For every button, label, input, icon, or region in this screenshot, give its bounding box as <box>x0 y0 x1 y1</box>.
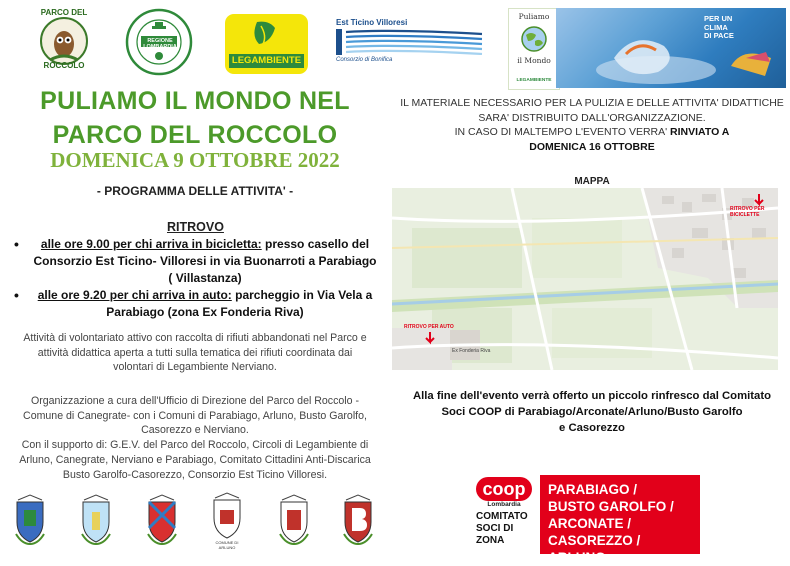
puliamo-line1: Puliamo <box>518 12 550 21</box>
info-text <box>393 96 790 154</box>
info-line4: DOMENICA 16 OTTOBRE <box>529 140 655 153</box>
banner-line1: PER UN <box>704 14 733 23</box>
crest-arluno <box>207 492 247 548</box>
coop-town-3: ARCONATE / <box>548 516 631 531</box>
bullet1-rest: presso casello del <box>261 237 370 251</box>
bullet2-rest: parcheggio in Via Vela a <box>231 288 373 302</box>
text-line: Casorezzo e Nerviano. <box>141 424 249 437</box>
map[interactable] <box>392 188 778 370</box>
villoresi-logo <box>336 18 484 66</box>
bullet2-line2: Parabiago (zona Ex Fonderia Riva) <box>106 305 304 319</box>
text-line: Con il supporto di: G.E.V. del Parco del Roccolo, Circoli di Legambiente di <box>21 439 369 452</box>
legambiente-text: LEGAMBIENTE <box>231 55 302 66</box>
text-line: Busto Garolfo-Casorezzo, Consorzio Est Ticino Villoresi. <box>62 468 328 481</box>
puliamo-line2: il Mondo <box>517 56 551 65</box>
crest-nerviano-icon <box>342 494 374 546</box>
crest-arluno-label: COMUNE DI ARLUNO <box>215 540 239 550</box>
ritrovo-list <box>14 236 386 321</box>
parco-bottom-text: ROCCOLO <box>43 61 85 70</box>
crest-busto-garolfo-icon <box>146 494 178 546</box>
text-line: Arluno, Canegrate, Nerviano e Parabiago, Comitato Cittadini Anti-Discarica <box>19 453 371 466</box>
banner-line3: DI PACE <box>704 31 734 40</box>
event-date: DOMENICA 9 OTTOBRE 2022 <box>50 148 340 172</box>
info-line3: IN CASO DI MALTEMPO L'EVENTO VERRA' <box>454 126 668 139</box>
clima-di-pace-banner <box>556 8 786 88</box>
puliamo-footer: LEGAMBIENTE <box>516 78 552 83</box>
parco-top-text: PARCO DEL <box>40 8 88 17</box>
coop-line1: COMITATO <box>476 511 528 522</box>
bullet1-line2: Consorzio Est Ticino- Villoresi in via Buonarroti a Parabiago <box>33 254 377 268</box>
activity-description <box>0 331 390 375</box>
bullet1-time: alle ore 9.00 per chi arriva in bicicletta: <box>40 237 262 251</box>
crest-canegrate-icon <box>14 494 46 546</box>
villoresi-title: Est Ticino Villoresi <box>336 18 408 27</box>
text-line: Alla fine dell'evento verrà offerto un piccolo rinfresco dal Comitato <box>413 390 771 402</box>
map-bike-marker[interactable]: RITROVO PER BICICLETTE <box>730 206 765 218</box>
info-line1: IL MATERIALE NECESSARIO PER LA PULIZIA E DELLE ATTIVITA' DIDATTICHE <box>400 97 784 109</box>
event-title-line2: PARCO DEL ROCCOLO <box>52 121 338 149</box>
coop-brand: coop <box>482 479 526 499</box>
ritrovo-heading: RITROVO <box>167 220 224 234</box>
bullet-icon: • <box>14 236 19 252</box>
coop-town-1: PARABIAGO / <box>548 482 638 497</box>
list-item <box>14 236 386 287</box>
bullet2-time: alle ore 9.20 per chi arriva in auto: <box>37 288 232 302</box>
text-line: Organizzazione a cura dell'Ufficio di Direzione del Parco del Roccolo - <box>30 395 360 407</box>
banner-line2: CLIMA <box>704 22 728 32</box>
coop-town-4: CASOREZZO / ARLUNO <box>548 533 641 565</box>
text-line: Soci COOP di Parabiago/Arconate/Arluno/Busto Garolfo <box>441 406 743 418</box>
legambiente-logo <box>225 14 308 74</box>
map-place-label: Ex Fonderia Riva <box>452 348 491 354</box>
puliamo-il-mondo-logo <box>508 8 560 90</box>
coop-region: Lombardia <box>487 501 521 508</box>
map-label: MAPPA <box>574 176 610 187</box>
event-title-line1: PULIAMO IL MONDO NEL <box>40 87 350 115</box>
bullet1-line3: ( Villastanza) <box>168 271 242 285</box>
regione-center-text: REGIONE LOMBARDIA <box>143 38 177 50</box>
info-line3-bold: RINVIATO A <box>670 126 730 139</box>
crest-parabiago-icon <box>80 494 112 546</box>
list-item <box>14 287 386 321</box>
text-line: volontari di Legambiente Nerviano. <box>113 361 277 374</box>
text-line: e Casorezzo <box>559 422 625 434</box>
coop-line3: ZONA <box>476 535 505 546</box>
parco-roccolo-logo <box>30 8 98 70</box>
coop-town-2: BUSTO GAROLFO / <box>548 499 674 514</box>
coop-towns-box <box>540 475 700 565</box>
bullet-icon: • <box>14 287 19 303</box>
villoresi-subtitle: Consorzio di Bonifica <box>336 57 393 63</box>
coop-line2: SOCI DI <box>476 523 514 534</box>
text-line: Attività di volontariato attivo con raccolta di rifiuti abbandonati nel Parco e <box>23 332 367 344</box>
crest-arluno-icon <box>207 492 247 540</box>
map-image <box>392 188 778 370</box>
map-car-marker[interactable]: RITROVO PER AUTO <box>404 324 454 330</box>
coop-logo <box>468 475 539 554</box>
text-line: Comune di Canegrate- con i Comuni di Parabiago, Arluno, Busto Garolfo, <box>23 409 367 422</box>
refreshment-notice <box>393 388 790 436</box>
crest-casorezzo-icon <box>278 494 310 546</box>
text-line: attività didattica aperta a tutti sulla tematica dei rifiuti coordinata dai <box>37 346 353 359</box>
regione-lombardia-logo <box>125 8 193 76</box>
program-heading: - PROGRAMMA DELLE ATTIVITA' - <box>96 184 294 198</box>
info-line2: SARA' DISTRIBUITO DALL'ORGANIZZAZIONE. <box>478 111 706 124</box>
organization-text <box>0 394 390 482</box>
